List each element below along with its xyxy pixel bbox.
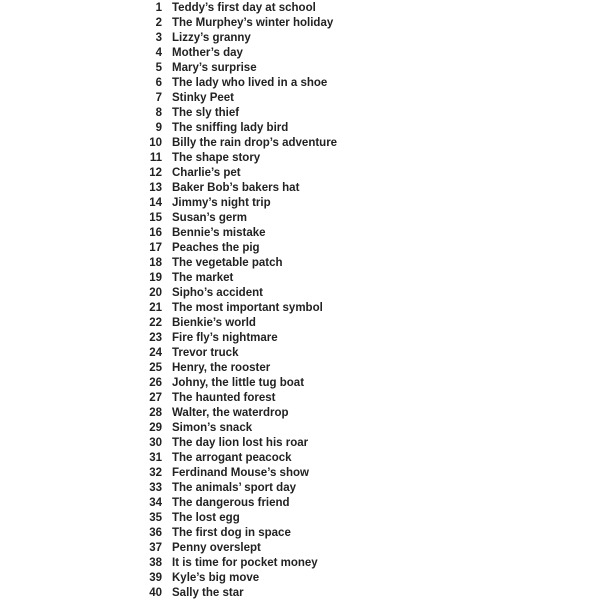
- story-title: Mother’s day: [172, 47, 243, 59]
- story-number: 13: [149, 182, 162, 194]
- list-item: [0, 421, 600, 436]
- list-item: [0, 151, 600, 166]
- list-item: [0, 271, 600, 286]
- story-title: The dangerous friend: [172, 497, 290, 509]
- story-number: 34: [149, 497, 162, 509]
- story-title: Walter, the waterdrop: [172, 407, 289, 419]
- list-item: [0, 76, 600, 91]
- story-title: The lady who lived in a shoe: [172, 77, 328, 89]
- story-title: Sipho’s accident: [172, 287, 263, 299]
- story-number: 31: [149, 452, 162, 464]
- story-title: Stinky Peet: [172, 92, 234, 104]
- story-title: Peaches the pig: [172, 242, 260, 254]
- list-item: [0, 181, 600, 196]
- list-item: [0, 541, 600, 556]
- list-item: [0, 91, 600, 106]
- list-item: [0, 406, 600, 421]
- story-number: 16: [149, 227, 162, 239]
- story-title: The vegetable patch: [172, 257, 283, 269]
- list-item: [0, 466, 600, 481]
- story-number: 35: [149, 512, 162, 524]
- story-number: 5: [155, 62, 162, 74]
- story-number: 6: [155, 77, 162, 89]
- story-title: The market: [172, 272, 234, 284]
- story-title: The lost egg: [172, 512, 240, 524]
- story-number: 36: [149, 527, 162, 539]
- story-list: [0, 1, 600, 601]
- story-title: Teddy’s first day at school: [172, 2, 316, 14]
- story-number: 10: [149, 137, 162, 149]
- story-title: Susan’s germ: [172, 212, 247, 224]
- list-item: [0, 256, 600, 271]
- list-item: [0, 571, 600, 586]
- list-item: [0, 316, 600, 331]
- story-number: 3: [155, 32, 162, 44]
- story-title: The animals’ sport day: [172, 482, 296, 494]
- story-number: 11: [149, 152, 162, 164]
- list-item: [0, 376, 600, 391]
- list-item: [0, 166, 600, 181]
- story-number: 23: [149, 332, 162, 344]
- list-item: [0, 16, 600, 31]
- story-title: Baker Bob’s bakers hat: [172, 182, 300, 194]
- story-title: Bennie’s mistake: [172, 227, 266, 239]
- story-title: The first dog in space: [172, 527, 291, 539]
- story-number: 25: [149, 362, 162, 374]
- story-title: The haunted forest: [172, 392, 276, 404]
- story-title: Penny overslept: [172, 542, 261, 554]
- list-item: [0, 346, 600, 361]
- story-title: Billy the rain drop’s adventure: [172, 137, 338, 149]
- story-title: Lizzy’s granny: [172, 32, 251, 44]
- list-item: [0, 121, 600, 136]
- story-number: 39: [149, 572, 162, 584]
- list-item: [0, 511, 600, 526]
- story-number: 18: [149, 257, 162, 269]
- story-number: 33: [149, 482, 162, 494]
- story-number: 9: [155, 122, 162, 134]
- list-item: [0, 1, 600, 16]
- list-item: [0, 481, 600, 496]
- story-number: 14: [149, 197, 162, 209]
- list-item: [0, 436, 600, 451]
- story-number: 2: [155, 17, 162, 29]
- story-title: The day lion lost his roar: [172, 437, 309, 449]
- story-title: It is time for pocket money: [172, 557, 318, 569]
- list-item: [0, 301, 600, 316]
- story-number: 37: [149, 542, 162, 554]
- story-number: 27: [149, 392, 162, 404]
- list-item: [0, 61, 600, 76]
- list-item: [0, 241, 600, 256]
- story-number: 20: [149, 287, 162, 299]
- list-item: [0, 106, 600, 121]
- story-number: 1: [155, 2, 162, 14]
- story-title: Charlie’s pet: [172, 167, 241, 179]
- list-item: [0, 526, 600, 541]
- list-item: [0, 211, 600, 226]
- list-item: [0, 586, 600, 601]
- story-title: Sally the star: [172, 587, 244, 599]
- story-number: 28: [149, 407, 162, 419]
- story-title: Jimmy’s night trip: [172, 197, 271, 209]
- story-number: 29: [149, 422, 162, 434]
- list-item: [0, 331, 600, 346]
- story-number: 22: [149, 317, 162, 329]
- story-title: Ferdinand Mouse’s show: [172, 467, 309, 479]
- story-title: The shape story: [172, 152, 261, 164]
- story-title: The arrogant peacock: [172, 452, 292, 464]
- list-item: [0, 136, 600, 151]
- story-number: 30: [149, 437, 162, 449]
- story-number: 19: [149, 272, 162, 284]
- list-item: [0, 226, 600, 241]
- list-item: [0, 451, 600, 466]
- list-item: [0, 361, 600, 376]
- story-title: The sly thief: [172, 107, 240, 119]
- story-title: The Murphey’s winter holiday: [172, 17, 334, 29]
- story-title: Simon’s snack: [172, 422, 253, 434]
- story-number: 7: [155, 92, 162, 104]
- story-number: 12: [149, 167, 162, 179]
- list-item: [0, 391, 600, 406]
- story-number: 17: [149, 242, 162, 254]
- story-title: The most important symbol: [172, 302, 323, 314]
- story-number: 40: [149, 587, 162, 599]
- story-title: The sniffing lady bird: [172, 122, 289, 134]
- story-number: 21: [149, 302, 162, 314]
- story-title: Henry, the rooster: [172, 362, 271, 374]
- story-title: Kyle’s big move: [172, 572, 260, 584]
- list-item: [0, 286, 600, 301]
- list-item: [0, 46, 600, 61]
- story-number: 38: [149, 557, 162, 569]
- list-item: [0, 496, 600, 511]
- story-number: 15: [149, 212, 162, 224]
- list-item: [0, 31, 600, 46]
- story-number: 4: [155, 47, 162, 59]
- story-title: Mary’s surprise: [172, 62, 257, 74]
- story-title: Fire fly’s nightmare: [172, 332, 278, 344]
- story-title: Johny, the little tug boat: [172, 377, 305, 389]
- list-item: [0, 196, 600, 211]
- list-item: [0, 556, 600, 571]
- story-number: 24: [149, 347, 162, 359]
- story-title: Bienkie’s world: [172, 317, 256, 329]
- story-number: 26: [149, 377, 162, 389]
- story-number: 8: [155, 107, 162, 119]
- story-title: Trevor truck: [172, 347, 239, 359]
- story-number: 32: [149, 467, 162, 479]
